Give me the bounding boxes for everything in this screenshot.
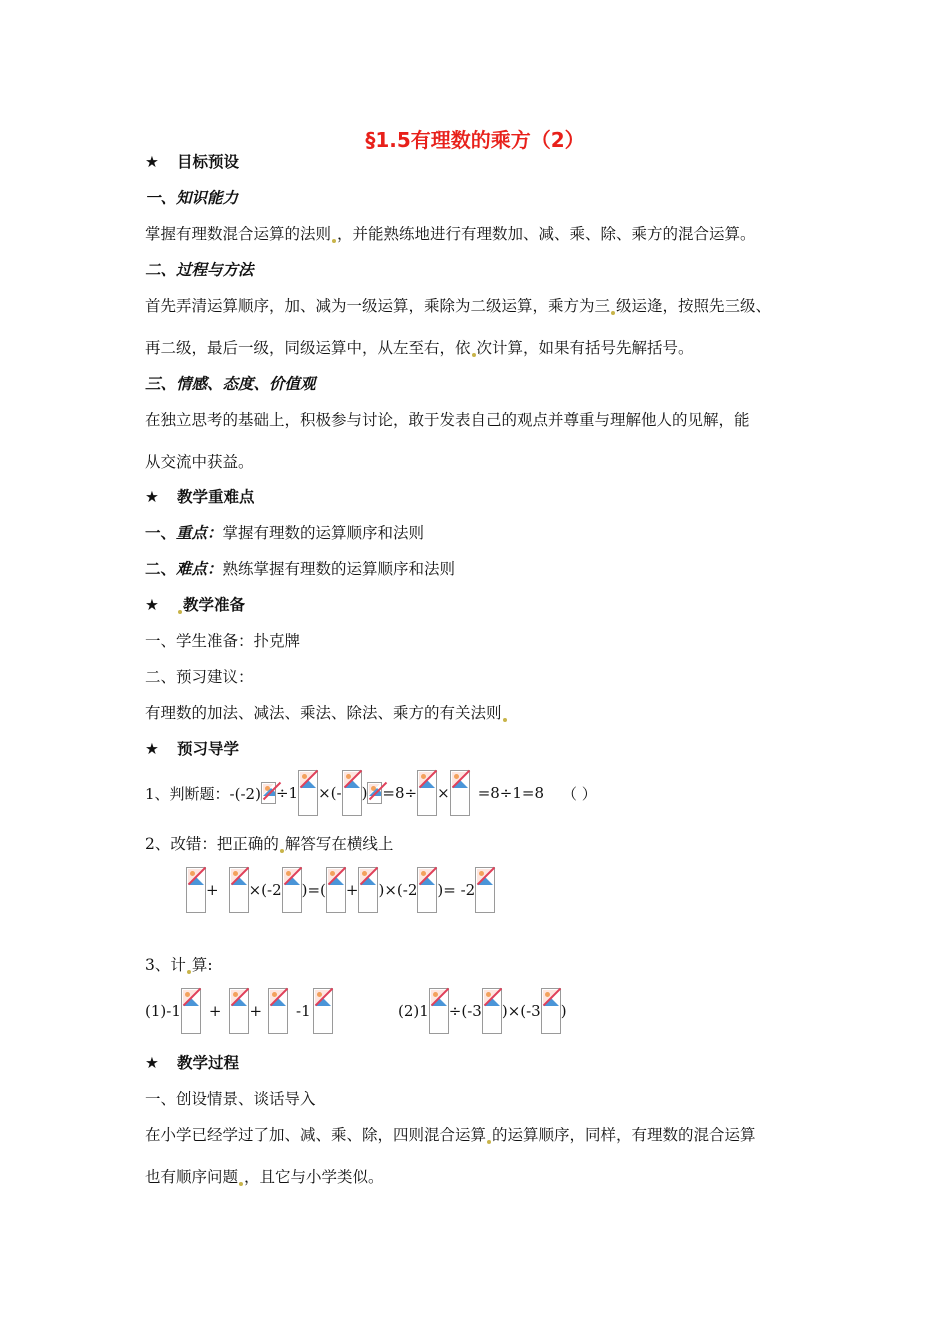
mark-dot [187,970,191,974]
broken-image-icon [482,988,502,1034]
broken-image-icon [367,782,382,804]
mark-dot [178,610,182,614]
mark-dot [487,1140,491,1144]
mark-dot [503,718,507,722]
mark-dot [332,239,336,243]
broken-image-icon [326,867,346,913]
broken-image-icon [358,867,378,913]
process-line-2: 再二级，最后一级，同级运算中，从左至右，依 次计算，如果有括号先解括号。 [145,339,694,357]
star-icon: ★ [145,596,159,614]
question-3-part-1: (1)-1 + + -1 [145,988,333,1034]
process-heading: 二、过程与方法 [145,261,254,279]
star-icon: ★ [145,740,159,758]
knowledge-heading: 一、知识能力 [145,189,239,207]
mark-dot [239,1182,243,1186]
section-preview-heading: ★ 预习导学 [145,740,240,758]
section-keypoints-heading: ★ 教学重难点 [145,488,255,506]
broken-image-icon [268,988,288,1034]
mark-dot [472,353,476,357]
process-line-1: 首先弄清运算顺序，加、减为一级运算，乘除为二级运算，乘方为三 级运逄，按照先三级、 [145,297,772,315]
question-3: 3、计 算: [145,956,213,974]
broken-image-icon [429,988,449,1034]
question-2: 2、改错：把正确的 解答写在横线上 [145,835,394,853]
teaching-line-2: 也有顺序问题 ，且它与小学类似。 [145,1168,384,1186]
question-1: 1、判断题：-(-2) ÷1 ×(- ) =8÷ × =8÷1=8 （ ） [145,770,597,816]
prep-student: 一、学生准备：扑克牌 [145,632,301,650]
mark-dot [611,311,615,315]
section-teaching-heading: ★ 教学过程 [145,1054,240,1072]
page-title: §1.5有理数的乘方（2） [365,128,585,152]
broken-image-icon [417,867,437,913]
key-point: 一、重点：掌握有理数的运算顺序和法则 [145,524,425,542]
prep-advice: 二、预习建议： [145,668,254,686]
broken-image-icon [229,867,249,913]
star-icon: ★ [145,153,159,171]
broken-image-icon [342,770,362,816]
mark-dot [280,849,284,853]
emotion-line-2: 从交流中获益。 [145,453,254,471]
question-2-equation: + ×(-2 )=( + )×(-2 )= -2 [186,867,495,913]
question-3-part-2: (2)1 ÷(-3 )×(-3 ) [398,988,567,1034]
section-prep-heading: ★ 教学准备 [145,596,246,614]
emotion-heading: 三、情感、态度、价值观 [145,375,316,393]
star-icon: ★ [145,488,159,506]
broken-image-icon [417,770,437,816]
prep-advice-text: 有理数的加法、减法、乘法、除法、乘方的有关法则 [145,703,508,723]
broken-image-icon [181,988,201,1034]
broken-image-icon [186,867,206,913]
difficult-point: 二、难点：熟练掌握有理数的运算顺序和法则 [145,560,456,578]
broken-image-icon [298,770,318,816]
emotion-line-1: 在独立思考的基础上，积极参与讨论，敢于发表自己的观点并尊重与理解他人的见解，能 [145,411,750,429]
broken-image-icon [450,770,470,816]
teaching-subheading: 一、创设情景、谈话导入 [145,1090,316,1108]
broken-image-icon [541,988,561,1034]
section-goals-heading: ★ 目标预设 [145,153,240,171]
star-icon: ★ [145,1054,159,1072]
broken-image-icon [475,867,495,913]
knowledge-text: 掌握有理数混合运算的法则 ，并能熟练地进行有理数加、减、乘、除、乘方的混合运算。 [145,225,756,243]
broken-image-icon [313,988,333,1034]
teaching-line-1: 在小学已经学过了加、减、乘、除，四则混合运算 的运算顺序，同样，有理数的混合运算 [145,1126,756,1144]
broken-image-icon [229,988,249,1034]
broken-image-icon [282,867,302,913]
broken-image-icon [261,782,276,804]
